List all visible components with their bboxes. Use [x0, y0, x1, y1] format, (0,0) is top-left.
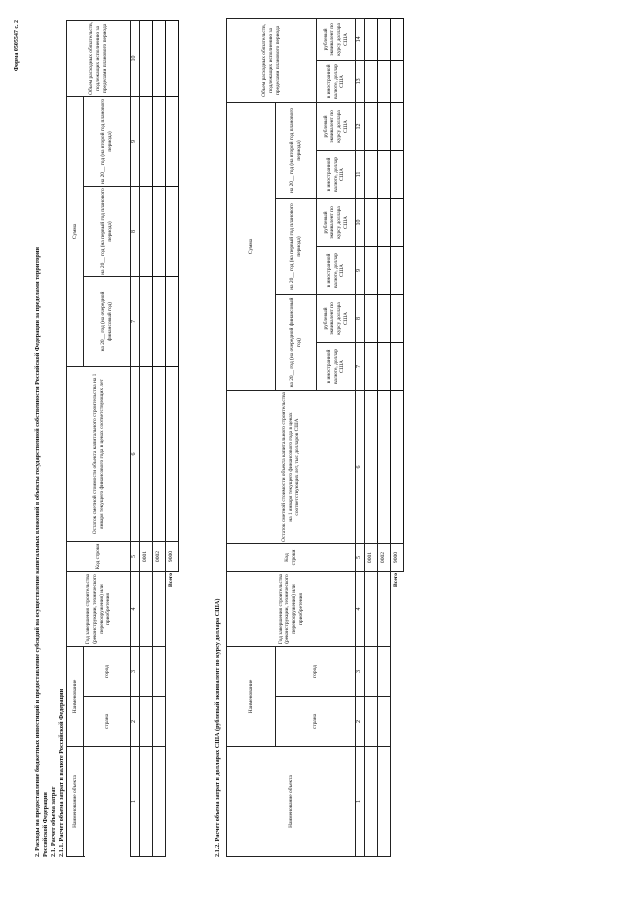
col-year-1: на 20__ год (на очередной финансовый год): [276, 295, 317, 391]
num-2: 2: [356, 697, 365, 747]
total-row: [165, 20, 178, 856]
col-city: город: [84, 647, 131, 697]
col-completion-year: Год завершения строительства (реконструкции, технического перевооружения) или приобретения: [67, 572, 131, 647]
col-name: Наименование: [227, 647, 276, 747]
sub-usd-after: в иностранной валюте, доллар США: [317, 60, 356, 102]
col-after-period: Объем расходных обязательств, подлежащих исполнению за пределами планового периода: [227, 18, 317, 102]
row-code-0002: 0002: [377, 544, 390, 572]
num-1: 1: [356, 747, 365, 857]
num-11: 11: [356, 151, 365, 199]
col-sum: Сумма: [227, 102, 276, 390]
table-row: [364, 18, 377, 856]
col-country: страна: [276, 697, 356, 747]
num-8: 8: [131, 187, 140, 277]
num-5: 5: [131, 542, 140, 572]
section-212-heading: 2.1.2. Расчет объема затрат в долларах США (рублевый эквивалент по курсу доллара США): [214, 598, 221, 857]
sub-rub-y2: рублевый эквивалент по курсу доллара США: [317, 199, 356, 247]
table-currency-rf: [66, 20, 179, 857]
num-1: 1: [131, 747, 140, 857]
sub-usd-y2: в иностранной валюте, доллар США: [317, 247, 356, 295]
row-code-0001: 0001: [364, 544, 377, 572]
num-6: 6: [131, 367, 140, 542]
col-sum: Сумма: [67, 96, 84, 366]
col-year-2: на 20__ год (на первый год планового периода): [84, 187, 131, 277]
table-usd: [226, 18, 404, 857]
col-name: Наименование: [67, 647, 84, 747]
col-remainder: Остаток сметной стоимости объекта капитального строительства на 1 января текущего финансового года в ценах соответствующих лет: [67, 367, 131, 542]
num-9: 9: [356, 247, 365, 295]
num-8: 8: [356, 295, 365, 343]
num-4: 4: [131, 572, 140, 647]
col-after-period: Объем расходных обязательств, подлежащих исполнению за пределами планового периода: [67, 20, 131, 96]
table-row: [139, 20, 152, 856]
num-5: 5: [356, 544, 365, 572]
col-country: страна: [84, 697, 131, 747]
num-2: 2: [131, 697, 140, 747]
col-completion-year: Год завершения строительства (реконструкции, технического перевооружения) или приобретения: [227, 572, 356, 647]
num-9: 9: [131, 96, 140, 186]
section-2-heading-cont: Российской Федерации: [42, 792, 49, 857]
row-code-0001: 0001: [139, 542, 152, 572]
total-code: 9000: [390, 544, 403, 572]
total-code: 9000: [165, 542, 178, 572]
col-city: город: [276, 647, 356, 697]
section-21-heading: 2.1. Расчет объема затрат: [50, 786, 57, 857]
num-3: 3: [356, 647, 365, 697]
table-row: [152, 20, 165, 856]
row-code-0002: 0002: [152, 542, 165, 572]
num-7: 7: [356, 343, 365, 391]
table-row: [377, 18, 390, 856]
total-label: Всего: [165, 572, 178, 857]
num-14: 14: [356, 18, 365, 60]
num-10: 10: [131, 20, 140, 96]
num-4: 4: [356, 572, 365, 647]
col-remainder: Остаток сметной стоимости объекта капитального строительства на 1 января текущего финансового года в ценах соответствующих лет, тыс долларов США: [227, 391, 356, 544]
col-year-1: на 20__ год (на очередной финансовый год): [84, 277, 131, 367]
num-10: 10: [356, 199, 365, 247]
total-label: Всего: [390, 572, 403, 857]
col-object-name: Наименование объекта: [67, 747, 84, 857]
sub-rub-y1: рублевый эквивалент по курсу доллара США: [317, 295, 356, 343]
col-year-3: на 20__ год (на второй год планового периода): [276, 102, 317, 198]
num-6: 6: [356, 391, 365, 544]
col-line-code: Код строки: [227, 544, 356, 572]
section-211-heading: 2.1.1. Расчет объема затрат в валюте Российской Федерации: [58, 688, 65, 857]
col-year-3: на 20__ год (на второй год планового периода): [84, 96, 131, 186]
sub-usd-y3: в иностранной валюте, доллар США: [317, 151, 356, 199]
col-year-2: на 20__ год (на первый год планового периода): [276, 199, 317, 295]
sub-rub-after: рублевый эквивалент по курсу доллара США: [317, 18, 356, 60]
num-12: 12: [356, 102, 365, 150]
sub-rub-y3: рублевый эквивалент по курсу доллара США: [317, 102, 356, 150]
form-code: Форма 0505547 с. 2: [14, 20, 20, 72]
num-3: 3: [131, 647, 140, 697]
num-7: 7: [131, 277, 140, 367]
total-row: [390, 18, 403, 856]
col-object-name: Наименование объекта: [227, 747, 356, 857]
col-line-code: Код строки: [67, 542, 131, 572]
section-2-heading: 2. Расходы на предоставление бюджетных инвестиций и предоставление субсидий на осуществление капитальных вложений в объекты государственной собственности Российской Федерации за пределами территории: [34, 247, 41, 857]
sub-usd-y1: в иностранной валюте, доллар США: [317, 343, 356, 391]
num-13: 13: [356, 60, 365, 102]
